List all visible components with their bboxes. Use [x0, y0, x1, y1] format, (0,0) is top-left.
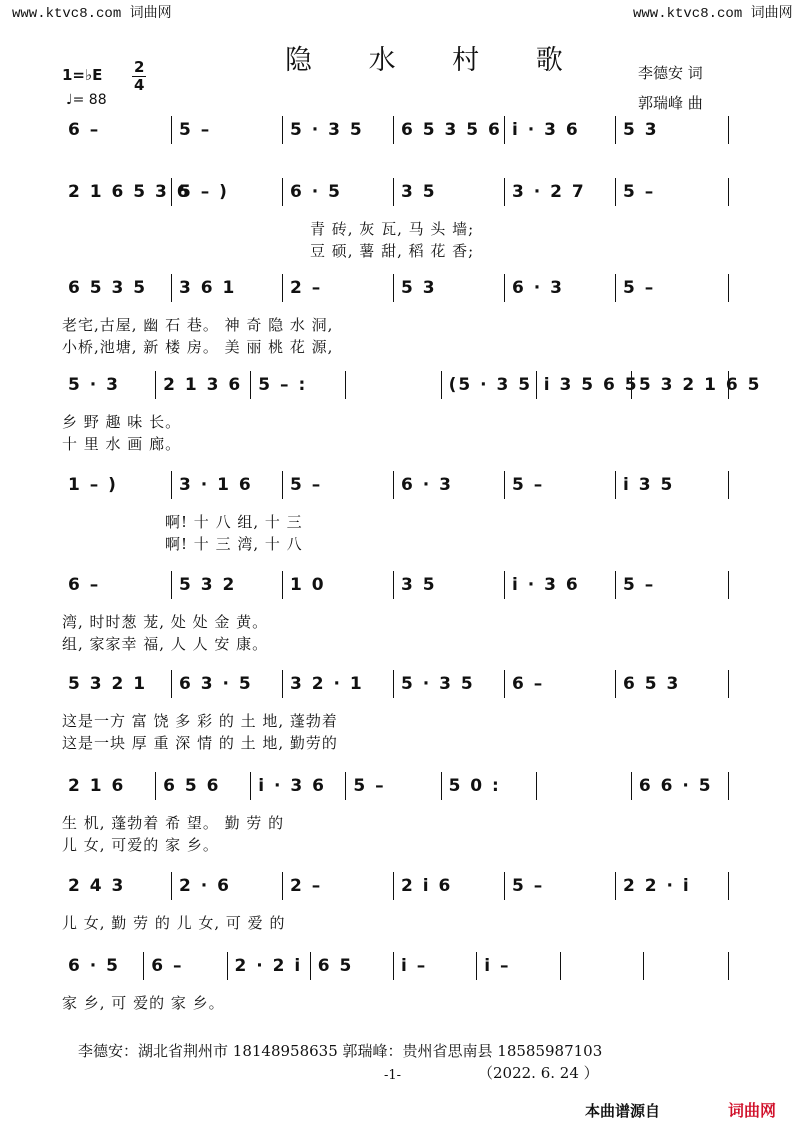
lyric-line: 豆 硕, 薯 甜, 稻 花 香; [310, 242, 475, 260]
measure: 6 · 3 [512, 278, 564, 298]
bar-line [171, 471, 172, 499]
measure: 6 · 5 [68, 956, 120, 976]
measure: 5 3 2 [179, 575, 237, 595]
bar-line [631, 772, 632, 800]
bar-line [615, 670, 616, 698]
measure: 2 · 2 i [234, 956, 303, 976]
measure: (5 · 3 5 [448, 375, 533, 395]
bar-line [345, 371, 346, 399]
measure: 3 · 1 6 [179, 475, 253, 495]
measure: 5 · 3 5 [290, 120, 364, 140]
bar-line [310, 952, 311, 980]
bar-line [345, 772, 346, 800]
bar-line [728, 274, 729, 302]
bar-line [282, 872, 283, 900]
measure: 6 5 3 [623, 674, 681, 694]
bar-line [393, 178, 394, 206]
composer-credit: 郭瑞峰 曲 [638, 94, 703, 112]
measure: 6 5 6 [163, 776, 221, 796]
lyric-line: 青 砖, 灰 瓦, 马 头 墙; [310, 220, 475, 238]
brand-logo-text[interactable]: 词曲网 [728, 1101, 777, 1120]
measure: 1 – ) [68, 475, 118, 495]
measure: i · 3 6 [258, 776, 326, 796]
song-title: 隐 水 村 歌 [285, 45, 587, 76]
measure: 6 6 · 5 [638, 776, 713, 796]
measure: 5 – [353, 776, 386, 796]
site-header-left[interactable]: www.ktvc8.com 词曲网 [12, 6, 172, 22]
lyric-line: 生 机, 蓬勃着 希 望。 勤 劳 的 [62, 814, 285, 832]
bar-line [143, 952, 144, 980]
lyric-line: 小桥,池塘, 新 楼 房。 美 丽 桃 花 源, [62, 338, 334, 356]
page-number: -1- [384, 1068, 402, 1083]
bar-line [393, 471, 394, 499]
lyric-line: 十 里 水 画 廊。 [62, 435, 182, 453]
measure: 6 · 3 [401, 475, 453, 495]
measure: 2 4 3 [68, 876, 126, 896]
bar-line [171, 274, 172, 302]
measure: 5 – : [258, 375, 308, 395]
lyric-line: 老宅,古屋, 幽 石 巷。 神 奇 隐 水 洞, [62, 316, 334, 334]
bar-line [171, 872, 172, 900]
lyric-line: 湾, 时时葱 茏, 处 处 金 黄。 [62, 613, 269, 631]
contact-info: 李德安：湖北省荆州市 18148958635 郭瑞峰：贵州省思南县 18585987103 [78, 1042, 603, 1060]
composition-date: （2022. 6. 24 ） [478, 1064, 599, 1082]
bar-line [155, 371, 156, 399]
bar-line [171, 116, 172, 144]
bar-line [728, 116, 729, 144]
bar-line [171, 178, 172, 206]
measure: 3 5 [401, 182, 437, 202]
bar-line [728, 670, 729, 698]
measure: 6 3 · 5 [179, 674, 253, 694]
lyric-line: 组, 家家幸 福, 人 人 安 康。 [62, 635, 269, 653]
measure: 6 5 3 5 [68, 278, 148, 298]
bar-line [728, 772, 729, 800]
measure: 5 – [623, 575, 656, 595]
measure: i 3 5 6 5 [543, 375, 639, 395]
bar-line [504, 178, 505, 206]
lyric-line: 这是一块 厚 重 深 情 的 土 地, 勤劳的 [62, 734, 338, 752]
measure: 5 – [623, 182, 656, 202]
source-label: 本曲谱源自 [585, 1102, 661, 1120]
bar-line [615, 571, 616, 599]
bar-line [504, 274, 505, 302]
bar-line [393, 952, 394, 980]
measure: 2 1 6 [68, 776, 126, 796]
measure: 5 3 [623, 120, 659, 140]
bar-line [504, 872, 505, 900]
bar-line [615, 872, 616, 900]
bar-line [282, 571, 283, 599]
measure: 3 2 · 1 [290, 674, 364, 694]
measure: 5 · 3 5 [401, 674, 475, 694]
measure: 2 – [290, 278, 323, 298]
lyricist-credit: 李德安 词 [638, 64, 703, 82]
bar-line [728, 872, 729, 900]
bar-line [155, 772, 156, 800]
measure: 6 · 5 [290, 182, 342, 202]
bar-line [171, 571, 172, 599]
measure: i – [484, 956, 511, 976]
measure: 5 0 : [448, 776, 501, 796]
site-header-right[interactable]: www.ktvc8.com 词曲网 [633, 6, 793, 22]
bar-line [615, 178, 616, 206]
bar-line [504, 571, 505, 599]
bar-line [504, 471, 505, 499]
measure: 6 – [68, 575, 101, 595]
measure: 2 i 6 [401, 876, 453, 896]
lyric-line: 这是一方 富 饶 多 彩 的 土 地, 蓬勃着 [62, 712, 338, 730]
bar-line [282, 178, 283, 206]
bar-line [728, 178, 729, 206]
measure: 6 – [68, 120, 101, 140]
bar-line [631, 371, 632, 399]
measure: 5 3 2 1 6 5 [638, 375, 762, 395]
bar-line [615, 471, 616, 499]
measure: 5 – [512, 876, 545, 896]
bar-line [393, 571, 394, 599]
tempo-marking: ♩= 88 [66, 92, 107, 108]
bar-line [250, 371, 251, 399]
measure: 5 3 [401, 278, 437, 298]
bar-line [282, 274, 283, 302]
key-signature: 1=♭E [62, 66, 103, 84]
measure: 5 · 3 [68, 375, 120, 395]
measure: 2 2 · i [623, 876, 691, 896]
bar-line [441, 772, 442, 800]
bar-line [728, 471, 729, 499]
bar-line [476, 952, 477, 980]
measure: 3 6 1 [179, 278, 237, 298]
lyric-line: 乡 野 趣 味 长。 [62, 413, 182, 431]
time-signature-top: 2 [134, 58, 145, 76]
bar-line [250, 772, 251, 800]
lyric-line: 啊! 十 八 组, 十 三 [165, 513, 303, 531]
bar-line [393, 872, 394, 900]
measure: i · 3 6 [512, 120, 580, 140]
bar-line [282, 116, 283, 144]
bar-line [643, 952, 644, 980]
bar-line [615, 116, 616, 144]
measure: 2 · 6 [179, 876, 231, 896]
measure: 2 1 3 6 [163, 375, 243, 395]
measure: 1 0 [290, 575, 326, 595]
measure: 3 · 2 7 [512, 182, 586, 202]
measure: 6 5 3 5 6 [401, 120, 502, 140]
measure: i · 3 6 [512, 575, 580, 595]
bar-line [536, 371, 537, 399]
time-signature-bottom: 4 [134, 76, 145, 94]
measure: 5 – [512, 475, 545, 495]
bar-line [615, 274, 616, 302]
measure: i 3 5 [623, 475, 675, 495]
bar-line [282, 670, 283, 698]
measure: 6 – [151, 956, 184, 976]
measure: 5 – [290, 475, 323, 495]
lyric-line: 儿 女, 可爱的 家 乡。 [62, 836, 219, 854]
bar-line [560, 952, 561, 980]
measure: 2 – [290, 876, 323, 896]
bar-line [728, 571, 729, 599]
bar-line [171, 670, 172, 698]
measure: 5 – [179, 120, 212, 140]
bar-line [393, 116, 394, 144]
measure: 6 – [512, 674, 545, 694]
bar-line [441, 371, 442, 399]
bar-line [227, 952, 228, 980]
measure: 6 5 [317, 956, 354, 976]
measure: i – [401, 956, 428, 976]
measure: 2 1 6 5 3 6 [68, 182, 191, 202]
bar-line [728, 952, 729, 980]
measure: 5 – ) [179, 182, 229, 202]
measure: 5 – [623, 278, 656, 298]
bar-line [504, 116, 505, 144]
bar-line [728, 371, 729, 399]
bar-line [393, 274, 394, 302]
bar-line [282, 471, 283, 499]
lyric-line: 家 乡, 可 爱的 家 乡。 [62, 994, 225, 1012]
bar-line [536, 772, 537, 800]
measure: 3 5 [401, 575, 437, 595]
lyric-line: 啊! 十 三 湾, 十 八 [165, 535, 303, 553]
bar-line [393, 670, 394, 698]
measure: 5 3 2 1 [68, 674, 148, 694]
bar-line [504, 670, 505, 698]
lyric-line: 儿 女, 勤 劳 的 儿 女, 可 爱 的 [62, 914, 286, 932]
